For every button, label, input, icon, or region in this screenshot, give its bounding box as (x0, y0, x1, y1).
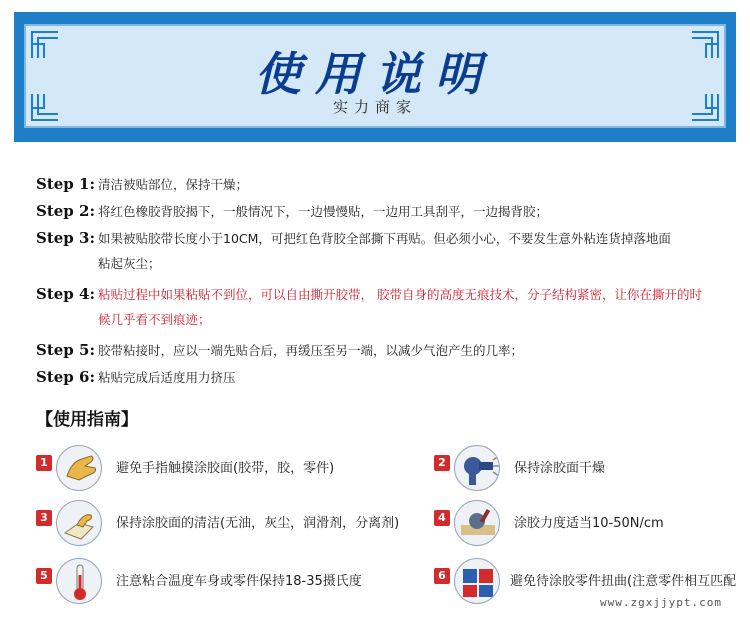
step-5 (36, 338, 746, 363)
step-4 (36, 282, 746, 332)
page-subtitle: 实力商家 (332, 98, 417, 116)
step-label: Step 1: (36, 175, 95, 193)
guide-item-text: 避免手指触摸涂胶面(胶带，胶，零件) (116, 461, 335, 476)
number-badge: 5 (36, 568, 52, 584)
hand-icon (56, 445, 102, 491)
number-badge: 6 (434, 568, 450, 584)
step-6 (36, 365, 746, 390)
hair-dryer-icon (454, 445, 500, 491)
thermometer-icon (56, 558, 102, 604)
guide-item-text: 保持涂胶面干燥 (514, 461, 606, 476)
number-badge: 1 (36, 455, 52, 471)
step-label: Step 3: (36, 229, 95, 247)
step-label: Step 4: (36, 285, 95, 303)
steps-list (36, 172, 746, 390)
step-text: 如果被贴胶带长度小于10CM，可把红色背胶全部撕下再贴。但必须小心，不要发生意外粘连货掉落地面粘起灰尘； (98, 231, 671, 271)
puzzle-icon (454, 558, 500, 604)
page-title: 使用说明 (255, 47, 495, 101)
guide-title: 【使用指南】 (36, 410, 138, 430)
step-label: Step 2: (36, 202, 95, 220)
banner (0, 0, 750, 150)
step-text: 粘贴过程中如果粘贴不到位，可以自由撕开胶带， 胶带自身的高度无痕技术，分子结构紧密，让你在撕开的时候几乎看不到痕迹； (98, 287, 702, 327)
step-text: 粘贴完成后适度用力挤压 (98, 370, 236, 385)
step-label: Step 5: (36, 341, 95, 359)
cleaning-icon (56, 500, 102, 546)
roller-icon (454, 500, 500, 546)
guide-item-text: 涂胶力度适当10-50N/cm (514, 516, 664, 531)
number-badge: 4 (434, 510, 450, 526)
step-2 (36, 199, 746, 224)
step-label: Step 6: (36, 368, 95, 386)
watermark: www.zgxjjypt.com (600, 596, 722, 609)
guide-item-text: 注意粘合温度车身或零件保持18-35摄氏度 (116, 574, 362, 589)
number-badge: 2 (434, 455, 450, 471)
step-1 (36, 172, 746, 197)
step-3 (36, 226, 746, 276)
number-badge: 3 (36, 510, 52, 526)
step-text: 将红色橡胶背胶揭下，一般情况下，一边慢慢贴，一边用工具刮平，一边揭背胶； (98, 204, 549, 219)
guide-item-text: 避免待涂胶零件扭曲(注意零件相互匹配 (510, 574, 737, 589)
step-text: 胶带粘接时，应以一端先贴合后，再缓压至另一端，以减少气泡产生的几率； (98, 343, 524, 358)
step-text: 清洁被贴部位，保持干燥； (98, 177, 249, 192)
guide-item-text: 保持涂胶面的清洁(无油，灰尘，润滑剂，分离剂) (116, 516, 400, 531)
